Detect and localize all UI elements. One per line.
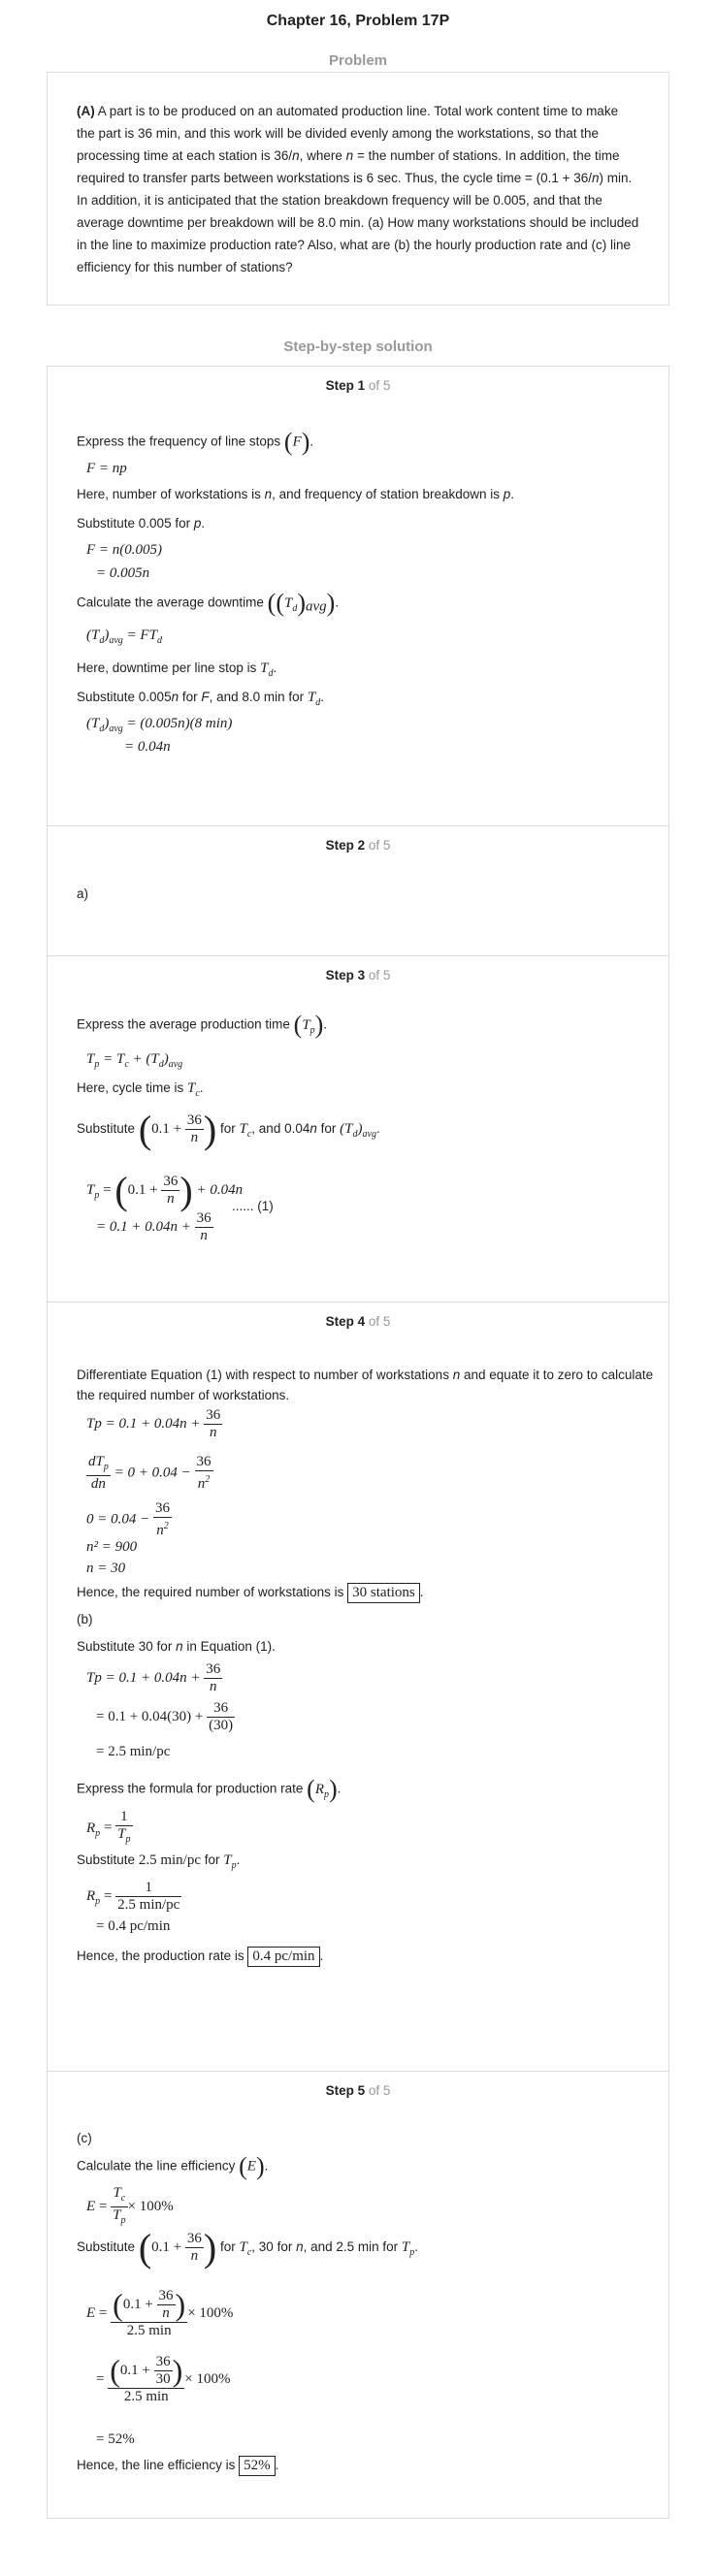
problem-heading: Problem	[328, 52, 387, 69]
step-1-line-1: Express the frequency of line stops (F).	[77, 428, 314, 456]
step-5-header: Step 5 of 5	[325, 2083, 391, 2098]
step-4-line-2: Hence, the required number of workstations is 30 stations .	[77, 1583, 424, 1603]
step-3-line-1: Express the average production time $(T_p)$.	[77, 1011, 328, 1039]
step-2-header: Step 2 of 5	[325, 838, 391, 853]
step-3-eq-2a: $T_p = (0.1$ + $\frac{36}{n}$ ) + 0.04n	[86, 1169, 244, 1212]
step-5-eq-3: = (0.1 + $\frac{36}{30}$ ) 2.5 min × 100%	[96, 2353, 231, 2404]
step-3-header: Step 3 of 5	[325, 968, 391, 982]
step-3-line-2: Here, cycle time is $T_c$.	[77, 1080, 204, 1099]
step-1-eq-3: $(T_d)_{avg} = FT_d$	[86, 628, 162, 646]
step-4	[48, 1303, 668, 2072]
step-4-eq-6: Tp = 0.1 + 0.04n + $\frac{36}{n}$	[86, 1661, 221, 1694]
step-1	[48, 367, 668, 826]
step-3-line-3: Substitute (0.1 + $\frac{36}{n}$ ) for $T_c$, and 0.04n for $(T_d)_{avg}$.	[77, 1108, 380, 1151]
step-4-eq-10: $R_p$ = $\frac{1}{2.5 \min/pc}$	[86, 1880, 180, 1913]
step-5-eq-1: E = $\frac{T_c}{T_p}$ × 100%	[86, 2185, 174, 2226]
step-1-eq-4b: = 0.04n	[124, 739, 171, 755]
answer-production-rate: 0.4 pc/min	[247, 1947, 319, 1967]
step-3-eq-2b: = 0.1 + 0.04n + $\frac{36}{n}$	[96, 1210, 212, 1243]
solution-heading: Step-by-step solution	[283, 338, 433, 355]
step-4-eq-11: = 0.4 pc/min	[96, 1918, 171, 1934]
step-4-line-3: Substitute 30 for n in Equation (1).	[77, 1639, 276, 1654]
step-1-line-5: Here, downtime per line stop is $T_d$.	[77, 660, 277, 679]
answer-line-efficiency: 52%	[239, 2456, 276, 2476]
step-1-header: Step 1 of 5	[325, 378, 391, 393]
step-5	[48, 2072, 668, 2518]
step-4-line-6: Hence, the production rate is 0.4 pc/min .	[77, 1947, 323, 1967]
step-4-eq-3: 0 = 0.04 − $\frac{36}{n^2}$	[86, 1500, 171, 1538]
step-3-eq-1: $T_p = T_c + (T_d)_{avg}$	[86, 1051, 183, 1070]
step-4-eq-1: Tp = 0.1 + 0.04n + $\frac{36}{n}$	[86, 1407, 221, 1440]
step-4-eq-4: n² = 900	[86, 1539, 138, 1555]
step-1-eq-2a: F = n(0.005)	[86, 542, 163, 558]
step-4-eq-2: $\frac{dT_p}{dn}$ = 0 + 0.04 − $\frac{36}{n^2}$	[88, 1454, 212, 1492]
step-4-b-label: (b)	[77, 1612, 93, 1626]
step-5-c-label: (c)	[77, 2131, 92, 2145]
step-5-line-1: Calculate the line efficiency (E).	[77, 2152, 269, 2180]
step-5-line-2: Substitute (0.1 + $\frac{36}{n}$ ) for $T_c$, 30 for n, and 2.5 min for $T_p$.	[77, 2226, 419, 2270]
step-3	[48, 956, 668, 1303]
step-1-line-2: Here, number of workstations is n, and frequency of station breakdown is p.	[77, 487, 515, 501]
problem-text: (A) A part is to be produced on an automated production line. Total work content time to make the part is 36 min, and this work will be divided evenly among the workstations, so that the processing time at each station is 36/n, where n = the number of stations. In addition, the time required to transfer parts between workstations is 6 sec. Thus, the cycle time = (0.1 + 36/n) min. In addition, it is anticipated that the station breakdown frequency will be 0.005, and that the average downtime per breakdown will be 8.0 min. (a) How many workstations should be included in the line to maximize production rate? Also, what are (b) the hourly production rate and (c) line efficiency for this number of stations?	[77, 104, 639, 274]
step-5-line-3: Hence, the line efficiency is 52% .	[77, 2456, 278, 2476]
step-1-eq-4a: $(T_d)_{avg} = (0.005n)(8$ min)	[86, 716, 233, 734]
step-4-line-5: Substitute 2.5 min/pc for $T_p$.	[77, 1852, 241, 1871]
step-1-line-6: Substitute 0.005n for F, and 8.0 min for $T_d$.	[77, 690, 325, 708]
answer-stations: 30 stations	[347, 1583, 420, 1603]
step-4-line-4: Express the formula for production rate $(R_p)$.	[77, 1775, 342, 1803]
step-4-eq-9: $R_p$ = $\frac{1}{T_p}$	[86, 1809, 131, 1845]
solution-box	[47, 366, 669, 2519]
step-1-line-4: Calculate the average downtime $((T_d)_{avg})$.	[77, 589, 340, 617]
step-5-eq-4: = 52%	[96, 2431, 135, 2447]
step-4-eq-7: = 0.1 + 0.04(30) + $\frac{36}{(30)}$	[96, 1700, 234, 1733]
step-4-eq-5: n = 30	[86, 1561, 126, 1576]
step-1-eq-1: F = np	[86, 461, 127, 476]
step-4-line-1: Differentiate Equation (1) with respect to number of workstations n and equate it to zero to calculate the required number of workstations.	[77, 1368, 654, 1402]
step-3-eq-ref: ...... (1)	[232, 1199, 274, 1213]
step-5-eq-2: E = (0.1 + $\frac{36}{n}$ ) 2.5 min × 100%	[86, 2287, 234, 2338]
step-4-header: Step 4 of 5	[325, 1314, 391, 1329]
step-2-text: a)	[77, 886, 89, 901]
problem-box	[47, 72, 669, 306]
step-1-eq-2b: = 0.005n	[96, 565, 150, 581]
step-2	[48, 826, 668, 956]
chapter-title: Chapter 16, Problem 17P	[266, 13, 450, 29]
step-1-line-3: Substitute 0.005 for p.	[77, 516, 206, 531]
step-4-eq-8: = 2.5 min/pc	[96, 1744, 171, 1759]
